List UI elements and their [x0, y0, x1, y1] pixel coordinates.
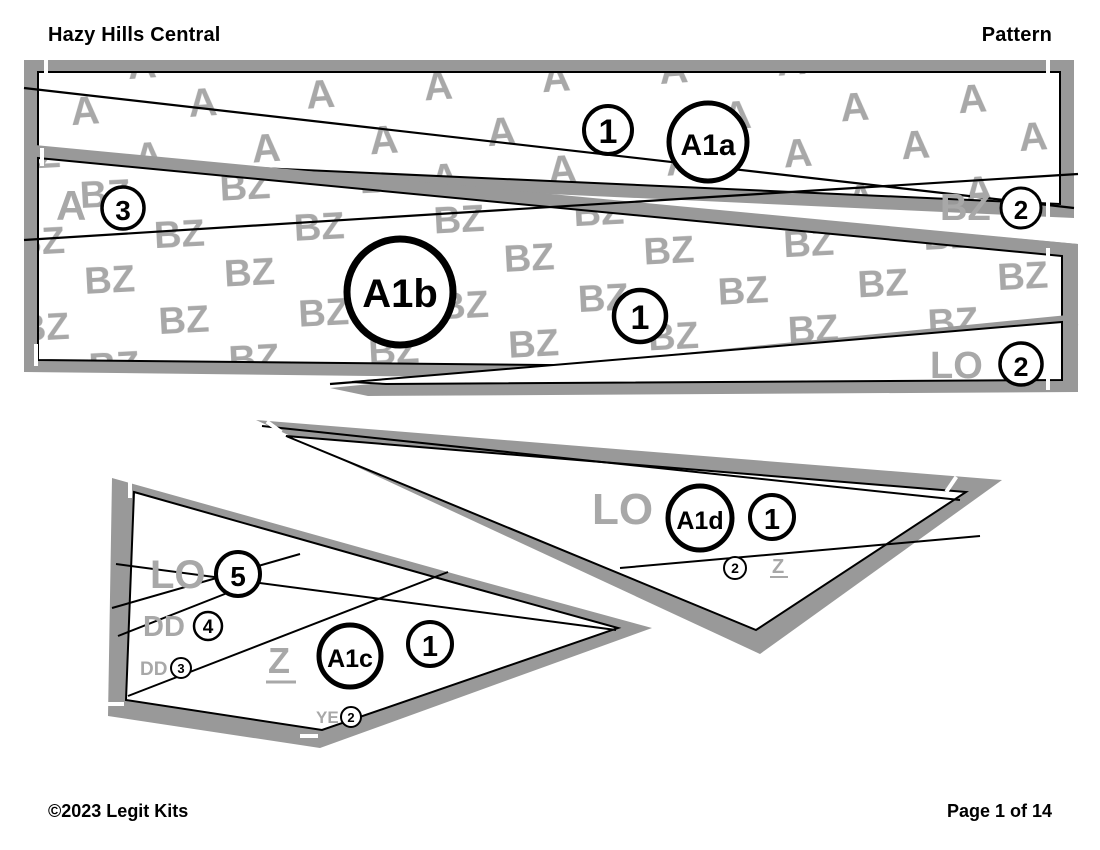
a1c-p2-number: 2 — [347, 710, 355, 725]
page-title: Hazy Hills Central — [48, 24, 221, 46]
a1b-label: A1b — [362, 272, 438, 316]
a1b-p3-fabric-label: A — [56, 182, 87, 229]
copyright-text: ©2023 Legit Kits — [48, 801, 189, 821]
a1c-p5-fabric-label: LO — [150, 553, 206, 597]
a1c-p2-fabric-label: YE — [316, 708, 339, 727]
a1a-p2-fabric-label: BZ — [940, 187, 991, 229]
pattern-canvas — [0, 48, 1100, 788]
a1d-p2-fabric-label: Z — [772, 556, 785, 578]
a1d-fabric-label: LO — [592, 485, 654, 534]
a1c-number-1: 1 — [421, 631, 439, 663]
a1b-p2-number: 2 — [1013, 352, 1029, 382]
a1c-p5-number: 5 — [230, 561, 246, 592]
a1a-p2-number: 2 — [1013, 195, 1029, 225]
a1c-p4-number: 4 — [202, 617, 214, 638]
a1d-number-1: 1 — [763, 504, 781, 536]
a1a-label: A1a — [680, 129, 736, 162]
a1c-p3-fabric-label: DD — [140, 659, 168, 680]
a1b-p2-fabric-label: LO — [930, 345, 983, 387]
a1c-p3-number: 3 — [177, 661, 185, 676]
a1b-p3-number: 3 — [115, 195, 131, 226]
a1d-p2-number: 2 — [731, 560, 739, 576]
a1c-label: A1c — [327, 645, 373, 673]
a1c-p4-fabric-label: DD — [143, 611, 185, 643]
page-type-label: Pattern — [981, 24, 1052, 46]
a1a-number-1: 1 — [598, 113, 618, 151]
a1d-label: A1d — [676, 507, 724, 535]
page-number: Page 1 of 14 — [946, 801, 1052, 821]
a1b-number-1: 1 — [630, 299, 650, 337]
a1c-p1-fabric-label: Z — [268, 640, 290, 681]
